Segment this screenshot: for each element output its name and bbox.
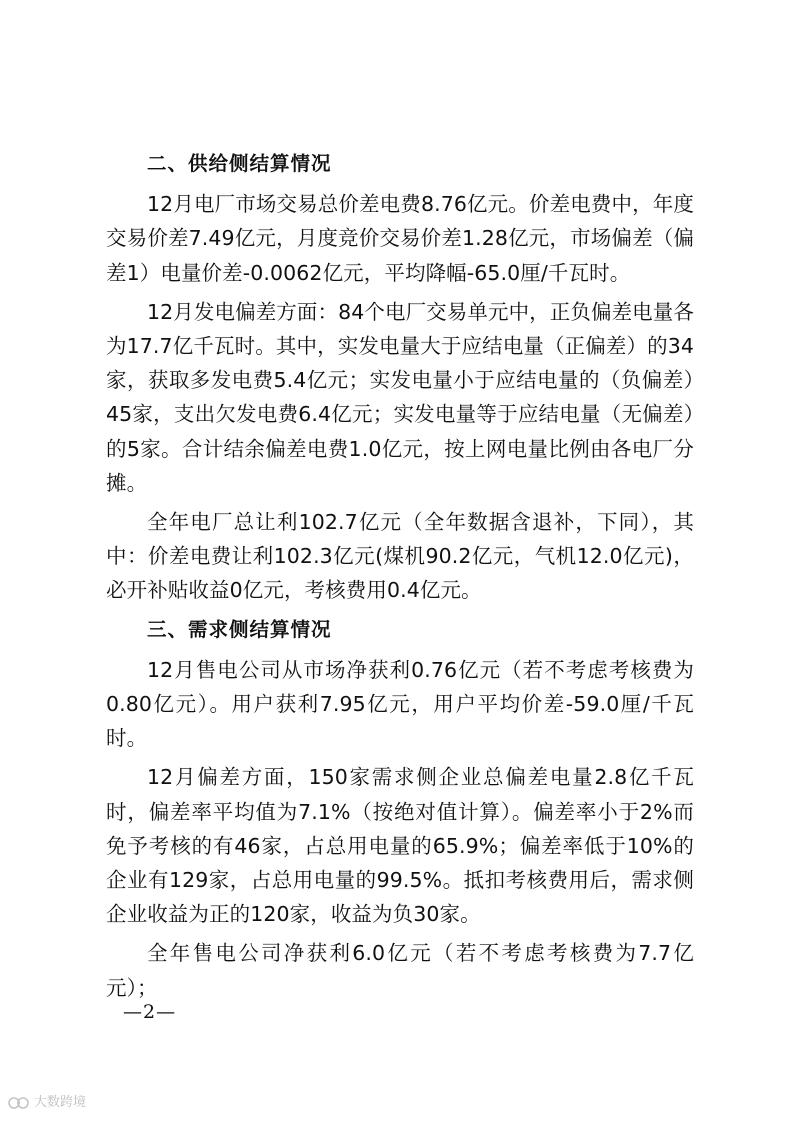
paragraph: 12月发电偏差方面：84个电厂交易单元中，正负偏差电量各为17.7亿千瓦时。其中，实发电量大于应结电量（正偏差）的34家，获取多发电费5.4亿元；实发电量小于应结电量的（负偏差）45家，支出欠发电费6.4亿元；实发电量等于应结电量（无偏差）的5家。合计结余偏差电费1.0亿元，按上网电量比例由各电厂分摊。 xyxy=(106,299,694,495)
page-number: —2— xyxy=(123,1001,177,1023)
paragraph: 12月电厂市场交易总价差电费8.76亿元。价差电费中，年度交易价差7.49亿元，月度竞价交易价差1.28亿元，市场偏差（偏差1）电量价差-0.0062亿元，平均降幅-65.0厘/千瓦时。 xyxy=(106,192,694,285)
paragraph: 全年售电公司净获利6.0亿元（若不考虑考核费为7.7亿元）； xyxy=(106,941,694,1000)
section-heading-supply-side: 二、供给侧结算情况 xyxy=(147,152,332,175)
paragraph: 12月售电公司从市场净获利0.76亿元（若不考虑考核费为0.80亿元）。用户获利7.95亿元，用户平均价差-59.0厘/千瓦时。 xyxy=(106,657,694,751)
watermark-logo-icon xyxy=(8,1095,30,1111)
document-body xyxy=(106,147,694,1010)
paragraph: 全年电厂总让利102.7亿元（全年数据含退补，下同），其中：价差电费让利102.3亿元(煤机90.2亿元，气机12.0亿元)，必开补贴收益0亿元，考核费用0.4亿元。 xyxy=(106,510,694,603)
watermark xyxy=(8,1094,86,1112)
section-heading-demand-side: 三、需求侧结算情况 xyxy=(147,617,332,641)
paragraph: 12月偏差方面，150家需求侧企业总偏差电量2.8亿千瓦时，偏差率平均值为7.1%（按绝对值计算）。偏差率小于2%而免予考核的有46家，占总用电量的65.9%；偏差率低于10%的企业有129家，占总用电量的99.5%。抵扣考核费用后，需求侧企业收益为正的120家，收益为负30家。 xyxy=(106,765,694,927)
watermark-text: 大数跨境 xyxy=(34,1095,87,1110)
